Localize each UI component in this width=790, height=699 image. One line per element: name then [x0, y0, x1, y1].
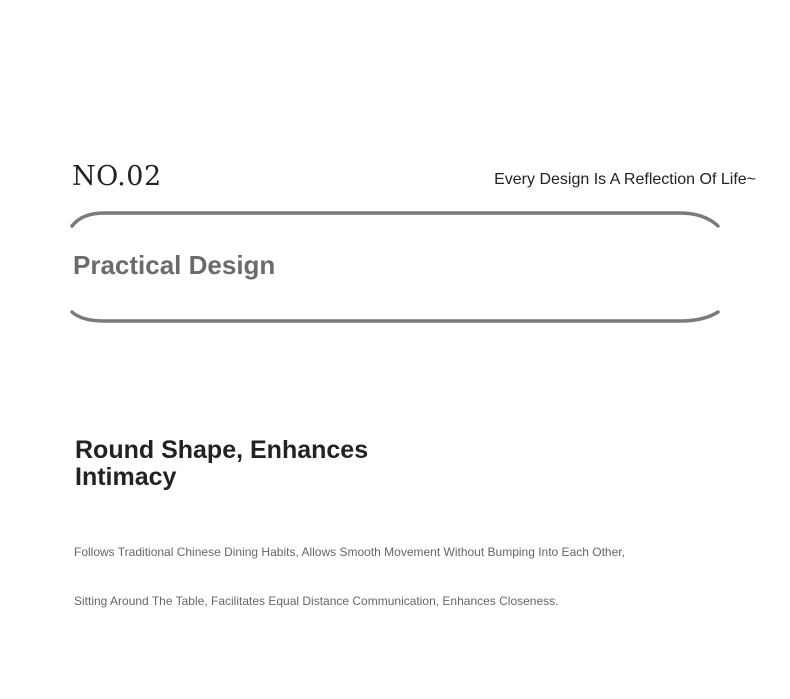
section-title: Practical Design	[73, 250, 276, 280]
frame-top-curve	[72, 213, 718, 226]
feature-headline-line-1: Round Shape, Enhances	[75, 436, 369, 464]
feature-body-line-2: Sitting Around The Table, Facilitates Equal Distance Communication, Enhances Closeness.	[74, 594, 559, 608]
frame-bottom-curve	[72, 312, 718, 321]
feature-headline	[75, 437, 395, 491]
section-number: NO.02	[72, 161, 162, 192]
tagline: Every Design Is A Reflection Of Life~	[494, 171, 756, 188]
feature-body-line-1: Follows Traditional Chinese Dining Habits, Allows Smooth Movement Without Bumping Into Each Other,	[74, 545, 625, 559]
feature-headline-line-2: Intimacy	[75, 463, 177, 491]
